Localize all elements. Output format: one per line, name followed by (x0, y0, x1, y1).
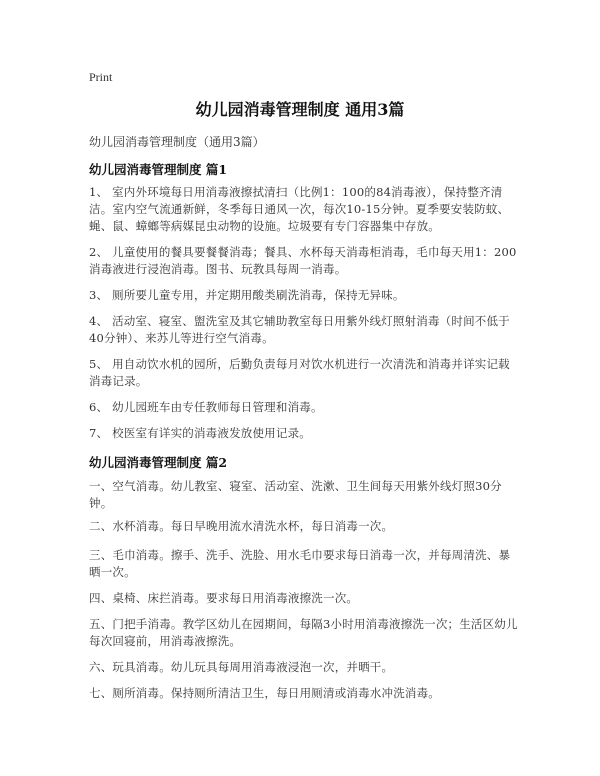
section-1-item-4: 4、 活动室、寝室、盥洗室及其它辅助教室每日用紫外线灯照射消毒（时间不低于40分钟）、来苏儿等进行空气消毒。 (89, 314, 510, 345)
section-2-item-4: 四、桌椅、床拦消毒。要求每日用消毒液擦洗一次。 (89, 591, 359, 605)
section-2-item-7: 七、厕所消毒。保持厕所清洁卫生，每日用厕清或消毒水冲洗消毒。 (89, 686, 440, 700)
section-1-item-6: 6、 幼儿园班车由专任教师每日管理和消毒。 (89, 400, 323, 414)
section-heading-2: 幼儿园消毒管理制度 篇2 (89, 455, 228, 470)
print-link[interactable]: Print (89, 70, 113, 84)
section-1-item-2: 2、 儿童使用的餐具要餐餐消毒；餐具、水杯每天消毒柜消毒，毛巾每天用1：200消毒液进行浸泡消毒。图书、玩教具每周一消毒。 (89, 245, 517, 276)
section-heading-1: 幼儿园消毒管理制度 篇1 (89, 162, 228, 177)
section-2-item-1: 一、空气消毒。幼儿教室、寝室、活动室、洗漱、卫生间每天用紫外线灯照30分钟。 (89, 479, 502, 510)
document-title: 幼儿园消毒管理制度 通用3篇 (195, 100, 405, 119)
section-2-item-5: 五、门把手消毒。教学区幼儿在园期间，每隔3小时用消毒液擦洗一次；生活区幼儿每次回寝前，用消毒液擦洗。 (89, 617, 518, 648)
section-1-item-3: 3、 厕所要儿童专用，并定期用酸类刷洗消毒，保持无异味。 (89, 288, 405, 302)
section-1-item-1: 1、 室内外环境每日用消毒液擦拭清扫（比例1：100的84消毒液），保持整齐清洁。室内空气流通新鲜，冬季每日通风一次，每次10-15分钟。夏季要安装防蚊、蝇、鼠、蟑螂等病媒昆虫动物的设施。垃圾要有专门容器集中存放。 (89, 185, 510, 233)
section-1-item-5: 5、 用自动饮水机的园所，后勤负责每月对饮水机进行一次清洗和消毒并详实记载消毒记录。 (89, 357, 510, 388)
section-2-item-2: 二、水杯消毒。每日早晚用流水清洗水杯，每日消毒一次。 (89, 519, 394, 533)
document-subtitle: 幼儿园消毒管理制度（通用3篇） (89, 135, 265, 149)
section-1-item-7: 7、 校医室有详实的消毒液发放使用记录。 (89, 426, 311, 440)
section-2-item-3: 三、毛巾消毒。擦手、洗手、洗脸、用水毛巾要求每日消毒一次，并每周清洗、暴晒一次。 (89, 548, 511, 579)
section-2-item-6: 六、玩具消毒。幼儿玩具每周用消毒液浸泡一次，并晒干。 (89, 660, 394, 674)
